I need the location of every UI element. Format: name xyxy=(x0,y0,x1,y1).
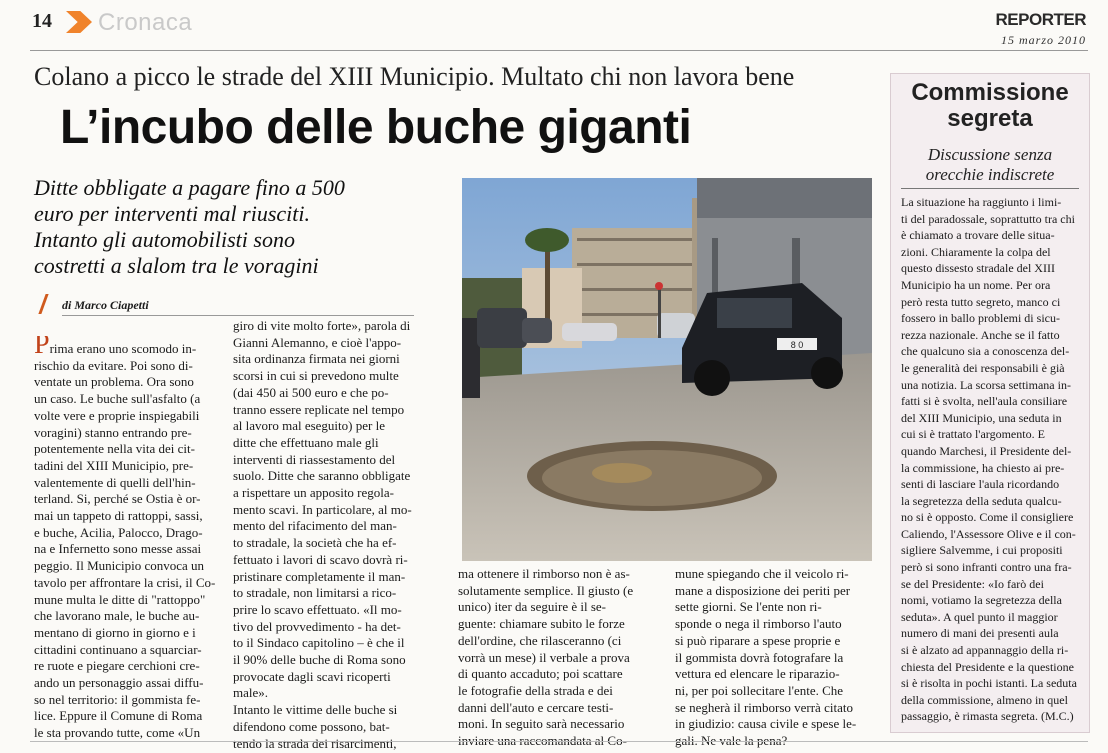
text-line: tranno essere replicate nel tempo xyxy=(233,401,405,417)
issue-date: 15 marzo 2010 xyxy=(1000,33,1086,47)
text-line: e buche, Acilia, Palocco, Drago- xyxy=(34,524,203,540)
article-kicker: Colano a picco le strade del XIII Municipio. Multato chi non lavora bene xyxy=(34,62,795,91)
text-line: tadini del XIII Municipio, pre- xyxy=(34,457,194,473)
sidebar-subtitle-line: Discussione senza xyxy=(927,145,1053,164)
section-chevron-icon xyxy=(66,11,92,33)
byline-rule xyxy=(62,315,414,316)
article-deck xyxy=(34,175,434,279)
text-line: La situazione ha raggiunto i limi- xyxy=(901,195,1062,209)
text-line: ti del paradossale, soprattutto tra chi xyxy=(901,211,1075,226)
text-line: suolo. Ditte che saranno obbligate xyxy=(233,468,411,484)
text-line: mune spiegando che il veicolo ri- xyxy=(675,566,849,581)
footer-divider xyxy=(30,741,1088,742)
text-line: che lavorano male, le buche au- xyxy=(34,608,200,624)
byline-slash-icon xyxy=(38,294,48,314)
deck-line: costretti a slalom tra le voragini xyxy=(34,253,319,278)
text-line: la segretezza della seduta qualcu- xyxy=(901,493,1062,508)
text-line: le generalità dei responsabili è già xyxy=(901,360,1065,375)
text-line: una notizia. La scorsa settimana in- xyxy=(901,377,1071,392)
text-line: valentemente di quelli dell'hin- xyxy=(34,474,196,490)
text-line: scorsi in cui si prevedono multe xyxy=(233,368,399,384)
text-line: mane a disposizione dei periti per xyxy=(675,582,851,598)
street-pothole-photo xyxy=(462,178,872,561)
text-line: però resta tutto segreto, manco ci xyxy=(901,294,1061,309)
text-line: prire lo scavo effettuato. «Il mo- xyxy=(233,601,402,617)
text-line: sette giorni. Se l'ente non ri- xyxy=(675,599,822,615)
text-line: ni, per poi sollecitare l'ente. Che xyxy=(675,682,844,698)
text-line: cui si è trattato l'argomento. E xyxy=(901,427,1045,442)
text-line: passaggio, è rimasta segreta. (M.C.) xyxy=(901,709,1074,724)
text-line: si è alzato ad appannaggio della ri- xyxy=(901,643,1069,658)
text-line: chiesta del Presidente e la questione xyxy=(901,659,1074,674)
text-line: un caso. Le buche sull'asfalto (a xyxy=(34,391,201,407)
text-line: interventi di riassestamento del xyxy=(233,451,396,467)
text-line: mai un tappeto di rattoppi, sassi, xyxy=(34,508,203,524)
text-line: al lavoro mal eseguito) per le xyxy=(233,418,385,434)
text-line: della commissione, almeno in quel xyxy=(901,692,1068,707)
text-line: questo dissesto stradale del XIII xyxy=(901,261,1055,276)
text-line: ma ottenere il rimborso non è as- xyxy=(458,566,630,581)
text-line: rezza nazionale. Anche se il fatto xyxy=(901,327,1060,342)
text-line: però si sono infranti contro una fra- xyxy=(901,560,1072,575)
text-line: mentano di giorno in giorno e i xyxy=(34,624,196,640)
text-line: Gianni Alemanno, e cioè l'appo- xyxy=(233,334,402,350)
text-line: Municipio ha un nome. Per ora xyxy=(901,277,1051,292)
sidebar-title-line: Commissione xyxy=(911,79,1069,106)
text-line: rischio da evitare. Poi sono di- xyxy=(34,357,193,373)
text-line: terland. Si, perché se Ostia è or- xyxy=(34,491,201,507)
text-line: na e Infernetto sono messe assai xyxy=(34,541,202,557)
text-line: provocate dagli scavi ricoperti xyxy=(233,668,391,684)
text-line: tavolo per affrontare la crisi, il Co- xyxy=(34,574,216,590)
text-line: volte vere e proprie inspiegabili xyxy=(34,407,200,423)
sidebar-title-line: segreta xyxy=(947,105,1033,132)
text-line: ventate un problema. Ora sono xyxy=(34,374,194,390)
text-line: potentemente nella vita dei cit- xyxy=(34,441,195,457)
byline-author: di Marco Ciapetti xyxy=(62,298,149,312)
text-line: le fotografie della strada e dei xyxy=(458,682,613,698)
text-line: nomi, votiamo la segretezza della xyxy=(901,593,1062,608)
text-line: gali. Ne vale la pena? xyxy=(675,733,788,749)
text-line: le sta provando tutte, come «Un xyxy=(34,725,201,741)
text-line: di quanto accaduto; poi scattare xyxy=(458,666,623,682)
text-line: re ruote e piegare cerchioni cre- xyxy=(34,658,200,674)
text-line: male». xyxy=(233,685,269,701)
text-line: quando Marchesi, il Presidente del- xyxy=(901,443,1072,458)
text-line: vorrà un mese) il verbale a prova xyxy=(458,649,630,665)
text-line: vettura ed elencare le riparazio- xyxy=(675,666,840,682)
text-line: del XIII Municipio, una seduta in xyxy=(901,410,1062,425)
text-line: la commissione, ha chiesto ai pre- xyxy=(901,460,1065,475)
text-line: giro di vite molto forte», parola di xyxy=(233,318,411,333)
text-line: si è risolta in pochi istanti. La seduta xyxy=(901,676,1077,691)
text-line: to il Sindaco capitolino – è che il xyxy=(233,635,405,651)
text-line: ando un personaggio assai diffu- xyxy=(34,675,204,691)
drop-cap: P xyxy=(34,336,50,358)
sidebar-title xyxy=(891,80,1089,132)
text-line: difendono come possono, bat- xyxy=(233,718,390,734)
article-column-3 xyxy=(458,566,668,750)
text-line xyxy=(34,336,230,358)
text-line: so nel territorio: il gommista fe- xyxy=(34,691,201,707)
sidebar-box xyxy=(890,73,1090,733)
text-line: solutamente semplice. Il giusto (e xyxy=(458,582,634,598)
publication-logo: REPORTER xyxy=(995,10,1086,29)
deck-line: Intanto gli automobilisti sono xyxy=(34,227,295,252)
deck-line: euro per interventi mal riusciti. xyxy=(34,201,310,226)
text-line: voragini) stanno entrando pre- xyxy=(34,424,192,440)
text-line: (dai 450 ai 500 euro e che po- xyxy=(233,384,389,400)
text-line: mune multa le ditte di "rattoppo" xyxy=(34,591,206,607)
article-column-4 xyxy=(675,566,875,750)
header-divider xyxy=(30,50,1088,51)
text-line: fettuato i lavori di scavo dovrà ri- xyxy=(233,551,408,567)
article-column-2 xyxy=(233,318,443,752)
section-name: Cronaca xyxy=(98,9,193,36)
text-line: to stradale, non limitarsi a rico- xyxy=(233,585,397,601)
text-line: mento scavi. In particolare, al mo- xyxy=(233,501,412,517)
text-line: ditte che effettuano male gli xyxy=(233,434,379,450)
text-line: dell'ordine, che rilasceranno (ci xyxy=(458,632,622,648)
text-line: mento del rifacimento del man- xyxy=(233,518,397,534)
text-line: tendo la strada dei risarcimenti, xyxy=(233,735,397,751)
text-line: il gommista dovrà fotografare la xyxy=(675,649,844,665)
text-line: no si è opposto. Come il consigliere xyxy=(901,510,1074,525)
text-line: unico) iter da seguire è il se- xyxy=(458,599,606,615)
sidebar-rule xyxy=(901,188,1079,189)
text-line: sigliere Salvemme, i cui propositi xyxy=(901,543,1063,558)
text-line: a rispettare un apposito regola- xyxy=(233,485,394,501)
text-line: è chiamato a trovare delle situa- xyxy=(901,228,1055,243)
text-line-content: rima erano uno scomodo in- xyxy=(49,341,197,356)
text-line: to stradale, la società che ha ef- xyxy=(233,535,397,551)
license-plate: 8 0 xyxy=(790,340,804,350)
text-line: peggio. Il Municipio convoca un xyxy=(34,558,205,574)
article-column-1 xyxy=(34,336,230,742)
text-line: se del Presidente: «Io farò dei xyxy=(901,576,1044,591)
text-line: sponde o nega il rimborso l'auto xyxy=(675,616,842,632)
text-line: danni dell'auto e cercare testi- xyxy=(458,699,614,715)
text-line: inviare una raccomandata al Co- xyxy=(458,733,627,749)
text-line: si può riparare a spese proprie e xyxy=(675,632,841,648)
text-line: moni. In seguito sarà necessario xyxy=(458,716,625,732)
text-line: che qualcuno sia a conoscenza del- xyxy=(901,344,1070,359)
photo-illustration xyxy=(462,178,872,561)
sidebar-subtitle xyxy=(891,145,1089,185)
text-line: senti di lasciare l'aula ricordando xyxy=(901,477,1060,492)
text-line: numero di mani dei presenti aula xyxy=(901,626,1059,641)
text-line: fatti si è svolta, nell'aula consiliare xyxy=(901,394,1068,409)
text-line: guente: chiamare subito le forze xyxy=(458,616,625,632)
article-headline: L’incubo delle buche giganti xyxy=(60,101,692,154)
sidebar-body xyxy=(901,194,1083,725)
text-line: cittadini continuano a squarciar- xyxy=(34,641,202,657)
deck-line: Ditte obbligate a pagare fino a 500 xyxy=(34,175,345,200)
text-line: pristinare completamente il man- xyxy=(233,568,406,584)
text-line: Caliendo, l'Assessore Olive e il con- xyxy=(901,526,1076,541)
text-line: Intanto le vittime delle buche si xyxy=(233,702,398,718)
text-line: in giudizio: causa civile e spese le- xyxy=(675,716,857,732)
text-line: zioni. Chiaramente la colpa del xyxy=(901,244,1051,259)
text-line: tivo del provvedimento - ha det- xyxy=(233,618,401,634)
text-line: il 90% delle buche di Roma sono xyxy=(233,652,406,668)
text-line: fossero in ballo problemi di sicu- xyxy=(901,311,1060,326)
text-line: se negherà il rimborso verrà citato xyxy=(675,699,853,715)
text-line: sita ordinanza firmata nei giorni xyxy=(233,351,400,367)
text-line: seduta». A quel punto il maggior xyxy=(901,609,1058,624)
sidebar-subtitle-line: orecchie indiscrete xyxy=(925,165,1055,184)
page-number: 14 xyxy=(32,10,52,32)
text-line: lice. Eppure il Comune di Roma xyxy=(34,708,203,724)
